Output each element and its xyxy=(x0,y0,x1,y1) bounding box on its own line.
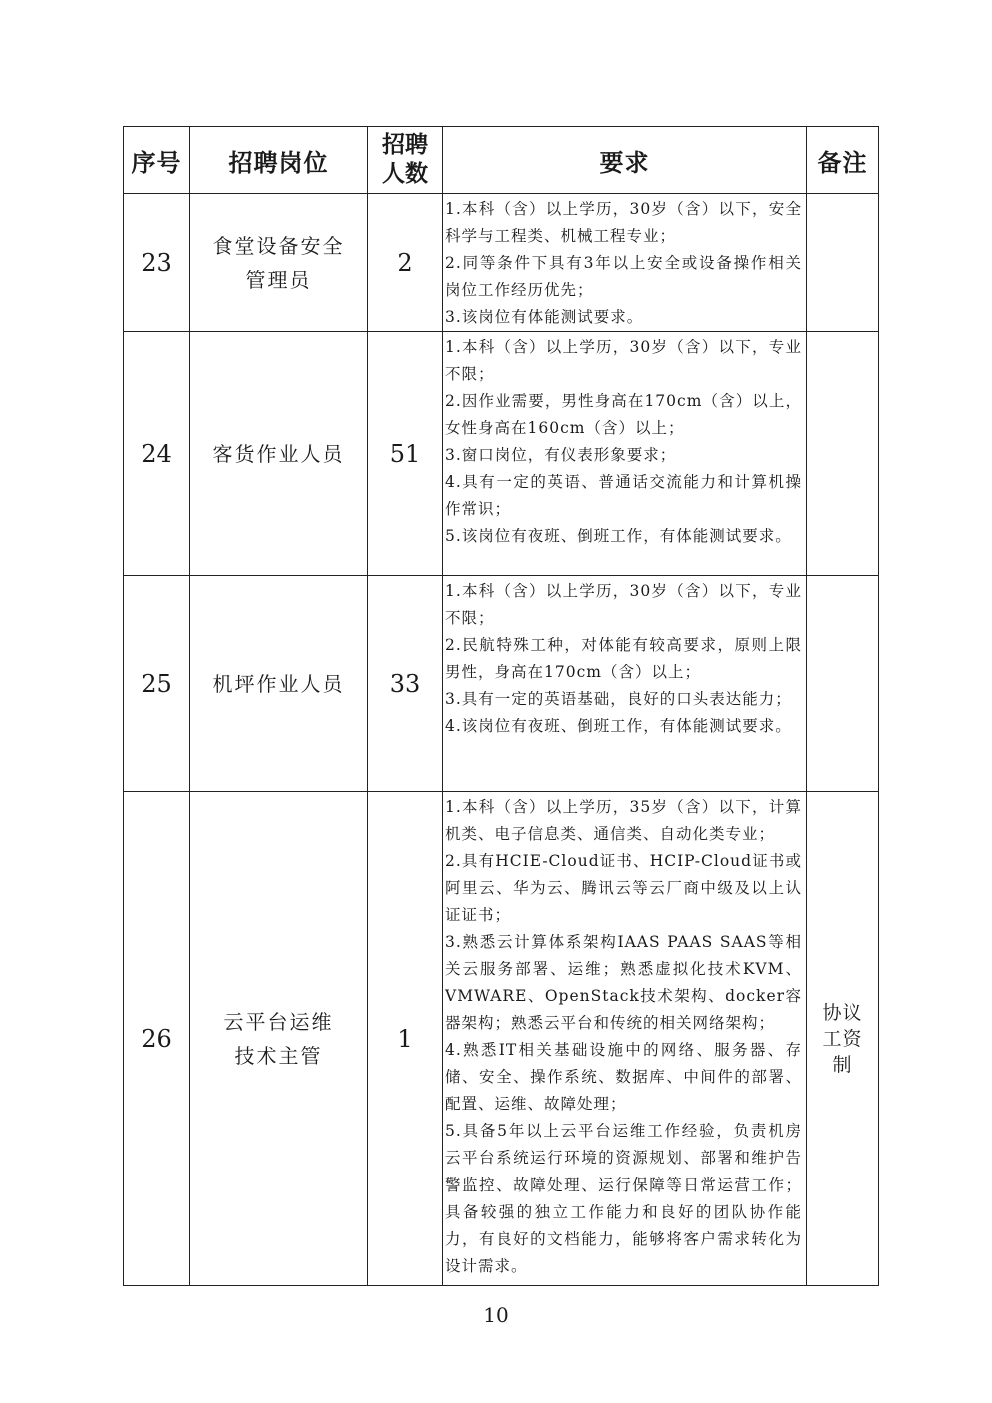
requirement-item: 2.具有HCIE-Cloud证书、HCIP-Cloud证书或阿里云、华为云、腾讯云等云厂商中级及以上认证证书； xyxy=(445,852,802,924)
requirement-item: 2.民航特殊工种，对体能有较高要求，原则上限男性，身高在170cm（含）以上； xyxy=(445,636,802,681)
row-number: 23 xyxy=(124,194,190,332)
requirement-item: 1.本科（含）以上学历，30岁（含）以下，专业不限； xyxy=(445,582,802,627)
requirements-cell xyxy=(443,576,807,792)
header-count xyxy=(368,127,443,194)
headcount: 51 xyxy=(368,332,443,576)
position-name: 客货作业人员 xyxy=(190,332,368,576)
header-count-text: 招聘人数 xyxy=(382,132,428,187)
table-row xyxy=(124,576,879,792)
position-name xyxy=(190,194,368,332)
requirement-item: 3.熟悉云计算体系架构IAAS PAAS SAAS等相关云服务部署、运维；熟悉虚拟化技术KVM、VMWARE、OpenStack技术架构、docker容器架构；熟悉云平台和传统的相关网络架构； xyxy=(445,933,802,1032)
position-name xyxy=(190,792,368,1286)
table-row xyxy=(124,194,879,332)
headcount: 1 xyxy=(368,792,443,1286)
headcount: 33 xyxy=(368,576,443,792)
position-text: 食堂设备安全管理员 xyxy=(212,233,345,292)
requirements-cell xyxy=(443,194,807,332)
note-cell xyxy=(807,332,879,576)
requirement-item: 1.本科（含）以上学历，30岁（含）以下，专业不限； xyxy=(445,338,802,383)
requirement-item: 1.本科（含）以上学历，35岁（含）以下，计算机类、电子信息类、通信类、自动化类专业； xyxy=(445,798,802,843)
headcount: 2 xyxy=(368,194,443,332)
table-row xyxy=(124,792,879,1286)
note-cell xyxy=(807,792,879,1286)
requirements-cell xyxy=(443,332,807,576)
requirement-item: 3.该岗位有体能测试要求。 xyxy=(445,308,644,326)
table-row xyxy=(124,332,879,576)
requirement-item: 3.窗口岗位，有仪表形象要求； xyxy=(445,446,677,464)
note-text: 协议工资制 xyxy=(822,1001,863,1076)
requirement-item: 1.本科（含）以上学历，30岁（含）以下，安全科学与工程类、机械工程专业； xyxy=(445,200,802,245)
note-cell xyxy=(807,194,879,332)
header-no: 序号 xyxy=(124,127,190,194)
row-number: 25 xyxy=(124,576,190,792)
recruitment-table xyxy=(123,126,879,1286)
position-text: 云平台运维技术主管 xyxy=(223,1009,334,1068)
header-requirements: 要求 xyxy=(443,127,807,194)
position-name: 机坪作业人员 xyxy=(190,576,368,792)
row-number: 24 xyxy=(124,332,190,576)
header-row xyxy=(124,127,879,194)
requirement-item: 3.具有一定的英语基础，良好的口头表达能力； xyxy=(445,690,792,708)
requirement-item: 2.同等条件下具有3年以上安全或设备操作相关岗位工作经历优先； xyxy=(445,254,802,299)
header-position: 招聘岗位 xyxy=(190,127,368,194)
requirement-item: 4.熟悉IT相关基础设施中的网络、服务器、存储、安全、操作系统、数据库、中间件的部署、配置、运维、故障处理； xyxy=(445,1041,802,1113)
requirement-item: 2.因作业需要，男性身高在170cm（含）以上，女性身高在160cm（含）以上； xyxy=(445,392,802,437)
requirement-item: 4.该岗位有夜班、倒班工作，有体能测试要求。 xyxy=(445,717,792,735)
requirements-cell xyxy=(443,792,807,1286)
header-note: 备注 xyxy=(807,127,879,194)
note-cell xyxy=(807,576,879,792)
requirement-item: 4.具有一定的英语、普通话交流能力和计算机操作常识； xyxy=(445,473,802,518)
requirement-item: 5.该岗位有夜班、倒班工作，有体能测试要求。 xyxy=(445,527,792,545)
page-number: 10 xyxy=(483,1303,509,1327)
row-number: 26 xyxy=(124,792,190,1286)
requirement-item: 5.具备5年以上云平台运维工作经验，负责机房云平台系统运行环境的资源规划、部署和维护告警监控、故障处理、运行保障等日常运营工作；具备较强的独立工作能力和良好的团队协作能力，有良好的文档能力，能够将客户需求转化为设计需求。 xyxy=(445,1122,802,1275)
